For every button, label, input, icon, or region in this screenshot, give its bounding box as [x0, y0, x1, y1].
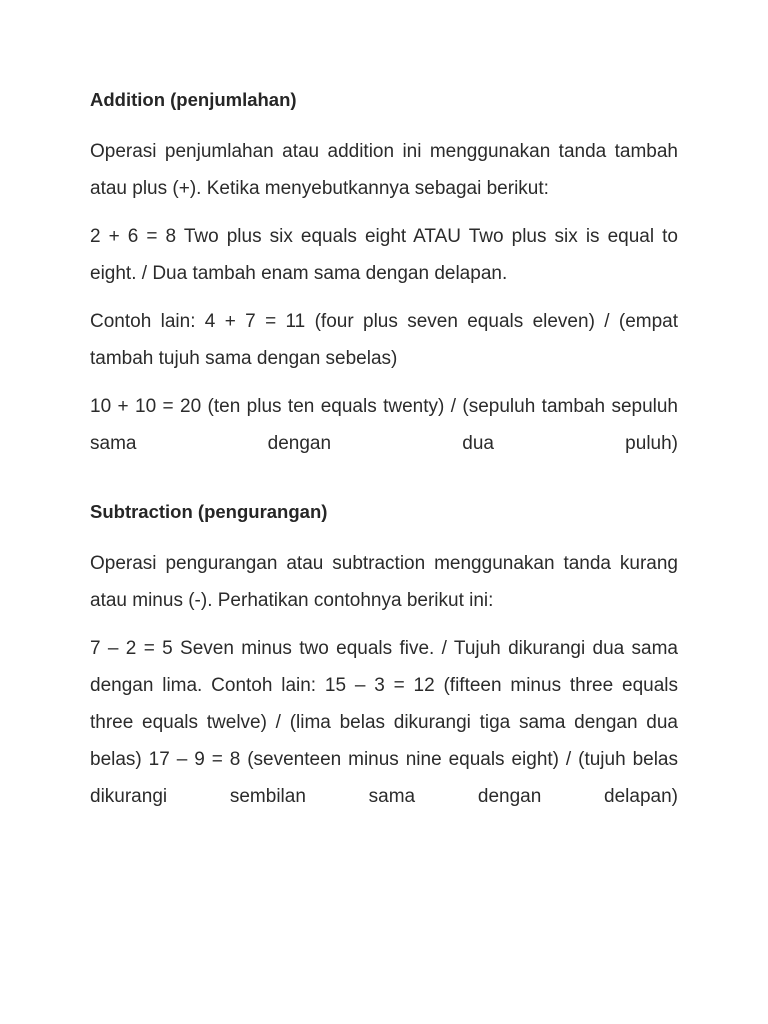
addition-paragraph-example-3: 10 + 10 = 20 (ten plus ten equals twenty) / (sepuluh tambah sepuluh sama dengan dua puluh) [90, 396, 678, 454]
subtraction-heading: Subtraction (pengurangan) [90, 501, 328, 522]
document-page [90, 88, 678, 826]
addition-paragraph-example-1: 2 + 6 = 8 Two plus six equals eight ATAU Two plus six is equal to eight. / Dua tambah enam sama dengan delapan. [90, 226, 678, 284]
subtraction-paragraph-examples: 7 – 2 = 5 Seven minus two equals five. / Tujuh dikurangi dua sama dengan lima. Contoh lain: 15 – 3 = 12 (fifteen minus three equals three equals twelve) / (lima belas dikurangi tiga sama dengan dua belas) 17 – 9 = 8 (seventeen minus nine equals eight) / (tujuh belas dikurangi sembilan sama dengan delapan) [90, 638, 678, 807]
addition-heading: Addition (penjumlahan) [90, 89, 297, 110]
addition-paragraph-example-2: Contoh lain: 4 + 7 = 11 (four plus seven equals eleven) / (empat tambah tujuh sama dengan sebelas) [90, 311, 678, 369]
addition-paragraph-intro: Operasi penjumlahan atau addition ini menggunakan tanda tambah atau plus (+). Ketika menyebutkannya sebagai berikut: [90, 141, 678, 199]
section-spacer [90, 473, 678, 500]
subtraction-paragraph-intro: Operasi pengurangan atau subtraction menggunakan tanda kurang atau minus (-). Perhatikan contohnya berikut ini: [90, 553, 678, 611]
